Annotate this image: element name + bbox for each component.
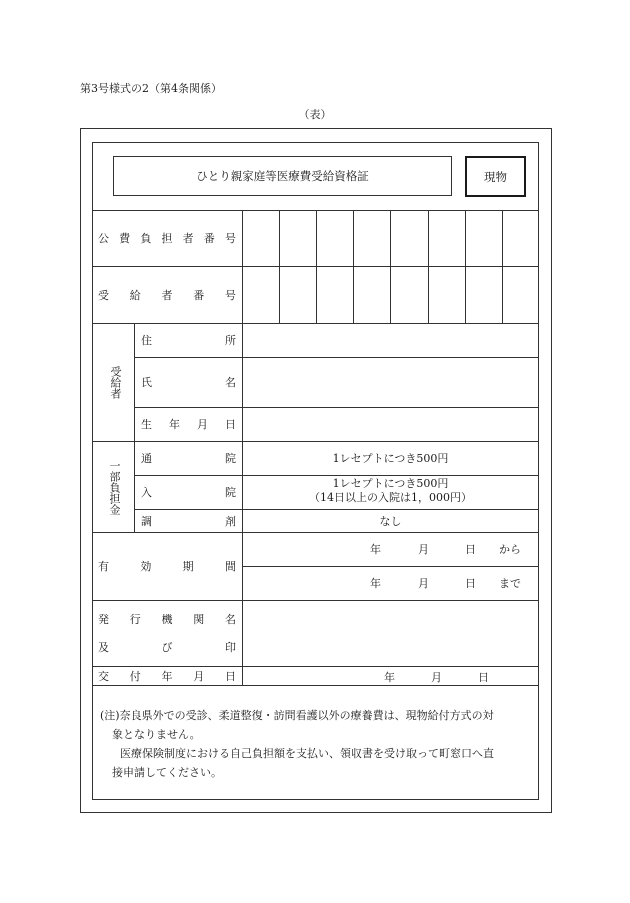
recipient-number-label: 受 給 者 番 号 [98,289,236,302]
public-number-label: 公 費 負 担 者 番 号 [98,232,236,245]
digit-divider [353,210,354,323]
dispensing-label: 調 剤 [141,515,236,528]
issue-date-value: 年 月 日 [384,671,489,684]
rule [134,509,539,510]
birth-label: 生 年 月 日 [141,418,236,431]
rule [242,566,539,567]
note-line: 象となりません。 [112,728,201,741]
rule [134,407,539,408]
name-label: 氏 名 [141,376,236,389]
valid-to: 年 月 日 まで [370,577,521,590]
rule [92,441,539,442]
digit-divider [279,210,280,323]
digit-divider [502,210,503,323]
form-number: 第3号様式の2（第4条関係） [80,82,222,95]
side-label: （表） [298,108,332,121]
dispensing-value: なし [379,515,402,528]
validity-label: 有 効 期 間 [98,560,236,573]
digit-divider [316,210,317,323]
rule [134,357,539,358]
rule [92,532,539,533]
notes [100,706,530,782]
digit-divider [465,210,466,323]
note-line: 医療保険制度における自己負担額を支払い、領収書を受け取って町窓口へ直 [120,747,494,760]
rule [134,475,539,476]
recipient-group-label: 受給者 [109,365,122,399]
inpatient-label: 入 院 [141,486,236,499]
copay-group-label: 一部負担金 [108,459,121,515]
note-line: 接申請してください。 [112,766,222,779]
stamp-box: 現物 [465,156,526,197]
rule [92,600,539,601]
valid-from: 年 月 日 から [370,543,521,556]
rule [92,323,539,324]
outpatient-value: 1レセプトにつき500円 [332,452,449,465]
rule [92,685,539,686]
issuer-label-line1: 発 行 機 関 名 [98,613,236,626]
digit-divider [428,210,429,323]
card-title: ひとり親家庭等医療費受給資格証 [113,156,452,196]
rule [134,323,135,532]
digit-divider [390,210,391,323]
inpatient-value: 1レセプトにつき500円 （14日以上の入院は1，000円） [309,477,472,504]
address-label: 住 所 [141,334,236,347]
note-line: (注)奈良県外での受診、柔道整復・訪問看護以外の療養費は、現物給付方式の対 [100,709,494,722]
issue-date-label: 交 付 年 月 日 [98,670,236,683]
issuer-label-line2: 及 び 印 [98,641,236,654]
outpatient-label: 通 院 [141,452,236,465]
